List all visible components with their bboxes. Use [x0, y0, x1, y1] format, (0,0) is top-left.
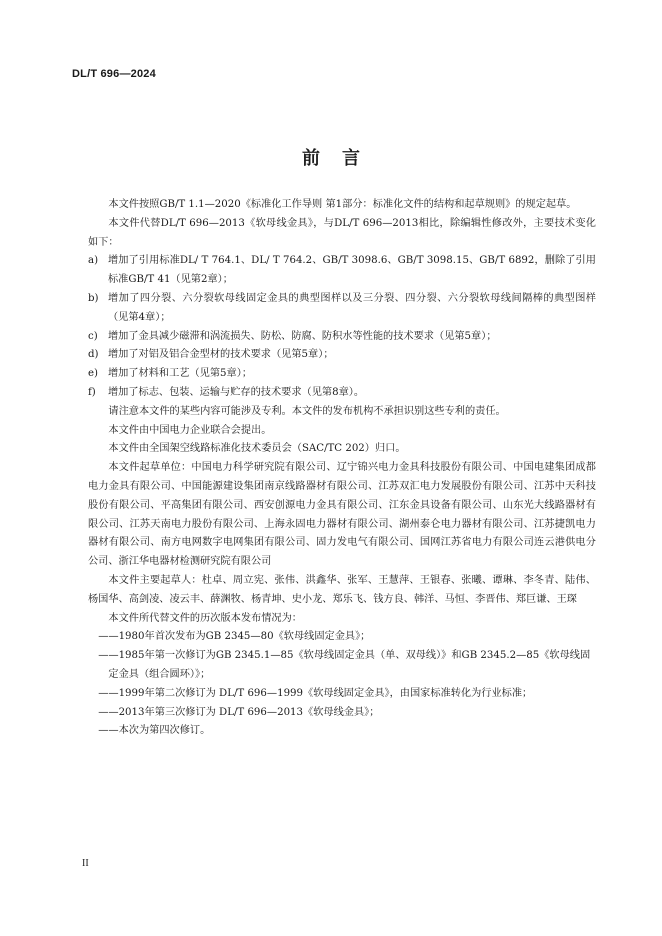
- list-item: [88, 346, 596, 365]
- history-item: ——本次为第四次修订。: [98, 725, 211, 737]
- list-item: [88, 290, 596, 328]
- page-title: 前言: [302, 148, 382, 169]
- drafters-paragraph: 本文件主要起草人：杜卓、周立宪、张伟、洪鑫华、张军、王慧萍、王银春、张曦、谭琳、李冬青、陆伟、杨国华、高剑凌、凌云丰、薛渊牧、杨青坤、史小龙、郑乐飞、钱方良、韩洋、马恒、李晋伟、郑巨谦、王琛: [88, 574, 596, 605]
- list-item: [88, 365, 596, 384]
- history-list: [88, 628, 596, 741]
- list-marker: e): [88, 368, 99, 380]
- list-item: [88, 252, 596, 290]
- history-item: ——1985年第一次修订为GB 2345.1—85《软母线固定金具（单、双母线）》和GB 2345.2—85《软母线固定金具（组合圆环）》；: [98, 650, 591, 680]
- history-item: ——1999年第二次修订为 DL/T 696—1999《软母线固定金具》，由国家标准转化为行业标准；: [98, 687, 533, 699]
- list-marker: a): [88, 255, 99, 267]
- patent-notice: 请注意本文件的某些内容可能涉及专利。本文件的发布机构不承担识别这些专利的责任。: [108, 405, 506, 417]
- history-intro: 本文件所代替文件的历次版本发布情况为：: [108, 612, 302, 624]
- list-item-text: 增加了引用标准DL/ T 764.1、DL/ T 764.2、GB/T 3098.6、GB/T 3098.15、GB/T 6892，删除了引用标准GB/T 41（见第2章）；: [108, 255, 596, 286]
- list-marker: c): [88, 330, 98, 342]
- committee-paragraph: 本文件由全国架空线路标准化技术委员会（SAC/TC 202）归口。: [108, 443, 406, 455]
- changes-list: [88, 252, 596, 402]
- foreword-body: [88, 196, 596, 741]
- list-item: [88, 384, 596, 403]
- list-item-text: 增加了金具减少磁滞和涡流损失、防松、防腐、防积水等性能的技术要求（见第5章）；: [108, 330, 497, 342]
- document-code: DL/T 696—2024: [72, 68, 156, 80]
- list-marker: f): [88, 386, 96, 398]
- history-item: ——2013年第三次修订为 DL/T 696—2013《软母线金具》；: [98, 706, 380, 718]
- list-marker: b): [88, 292, 99, 304]
- list-item-text: 增加了材料和工艺（见第5章）；: [108, 368, 253, 380]
- intro-paragraph: 本文件代替DL/T 696—2013《软母线金具》，与DL/T 696—2013相比，除编辑性修改外，主要技术变化如下：: [88, 217, 596, 248]
- drafting-units-paragraph: 本文件起草单位：中国电力科学研究院有限公司、辽宁锦兴电力金具科技股份有限公司、中国电建集团成都电力金具有限公司、中国能源建设集团南京线路器材有限公司、江苏双汇电力发展股份有限公司、江苏中天科技股份有限公司、平高集团有限公司、西安创源电力金具有限公司、江东金具设备有限公司、山东光大线路器材有限公司、江苏天南电力股份有限公司、上海永固电力器材有限公司、湖州泰仑电力器材有限公司、江苏捷凯电力器材有限公司、南方电网数字电网集团有限公司、固力发电气有限公司、国网江苏省电力有限公司连云港供电分公司、浙江华电器材检测研究院有限公司: [88, 462, 596, 568]
- proposer-paragraph: 本文件由中国电力企业联合会提出。: [108, 424, 272, 436]
- list-item: [88, 328, 596, 347]
- list-item-text: 增加了标志、包装、运输与贮存的技术要求（见第8章）。: [108, 386, 365, 398]
- list-marker: d): [88, 349, 99, 361]
- list-item-text: 增加了对铝及铝合金型材的技术要求（见第5章）；: [108, 349, 334, 361]
- history-item: ——1980年首次发布为GB 2345—80《软母线固定金具》；: [98, 631, 371, 643]
- list-item-text: 增加了四分裂、六分裂软母线固定金具的典型图样以及三分裂、四分裂、六分裂软母线间隔棒的典型图样（见第4章）；: [108, 292, 596, 323]
- page-number: II: [82, 858, 89, 869]
- intro-paragraph: 本文件按照GB/T 1.1—2020《标准化工作导则 第1部分：标准化文件的结构和起草规则》的规定起草。: [108, 199, 577, 210]
